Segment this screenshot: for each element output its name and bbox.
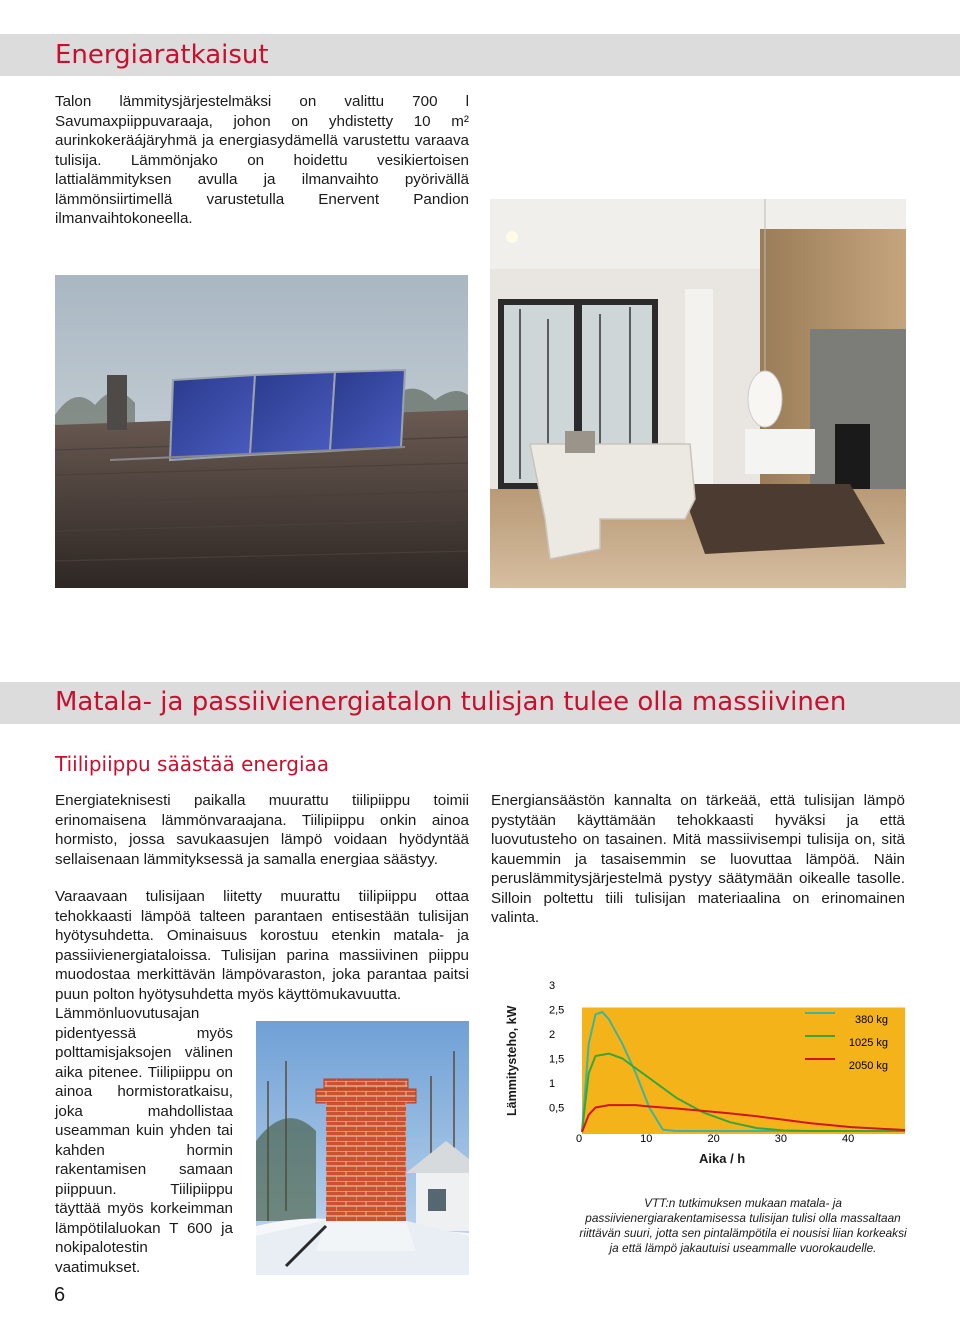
- solar-panel-roof-photo: [55, 275, 468, 588]
- section-title: Energiaratkaisut: [55, 40, 269, 70]
- chart-x-tick-label: 20: [707, 1133, 720, 1145]
- heat-output-chart-svg: [505, 975, 905, 1175]
- chart-x-tick-label: 10: [640, 1133, 653, 1145]
- brick-chimney-photo: [256, 1021, 469, 1275]
- chart-y-tick-label: 3: [549, 980, 556, 992]
- chart-y-tick-label: 1: [549, 1078, 556, 1090]
- chart-x-tick-label: 40: [842, 1133, 855, 1145]
- body-paragraph: Energiansäästön kannalta on tärkeää, että tulisijan lämpö pystytään käyttämään tehokkaasti hyväksi ja että luovutusteho on tasainen. Mitä massiivisempi tulisija on, sitä kauemmin ja tasaisemmin se luovuttaa lämpöä. Näin peruslämmitysjärjestelmä pystyy säätymään oikealle tasolle. Silloin poltettu tiili tulisijan materiaalina on erinomainen valinta.: [491, 792, 905, 926]
- body-paragraph: Lämmönluovutusajan pidentyessä myös polttamisjaksojen välinen aika pitenee. Tiilipiippu on ainoa hormistoratkaisu, joka mahdollistaa useamman kuin yhden tai kahden hormin rakentamisen samaan piippuun. Tiilipiippu täyttää myös korkeimman lämpötilaluokan T 600 ja nokipalotestin vaatimukset.: [55, 1005, 233, 1276]
- chart-legend-label: 2050 kg: [848, 1060, 888, 1072]
- chart-x-tick-label: 30: [774, 1133, 787, 1145]
- chart-y-tick-label: 1,5: [549, 1053, 565, 1066]
- chart-caption: VTT:n tutkimuksen mukaan matala- ja passiivienergiarakentamisessa tulisijan tulisi olla massaltaan riittävän suuri, jotta sen pintalämpötila ei nousisi liian korkeaksi ja että lämpö jakautuisi useammalle vuorokaudelle.: [579, 1196, 907, 1255]
- chart-legend-label: 380 kg: [854, 1014, 888, 1026]
- body-paragraph: Energiateknisesti paikalla muurattu tiilipiippu toimii erinomaisena lämmönvaraajana. Tiilipiippu onkin ainoa hormisto, jossa savukaasujen lämpö voidaan hyödyntää sellaisenaan lämmityksessä ja samalla energiaa säästyy.: [55, 792, 469, 868]
- chart-y-axis-label: Lämmitysteho, kW: [505, 1005, 519, 1116]
- chart-x-tick-label: 0: [575, 1133, 583, 1145]
- intro-paragraph: Talon lämmitysjärjestelmäksi on valittu 700 l Savumaxpiippuvaraaja, johon on yhdistetty 10 m² aurinkokeräájäryhmä ja energiasydämellä varustettu varaava tulisija. Lämmönjako on hoidettu vesikiertoisen lattialämmityksen avulla ja ilmanvaihto pyörivällä lämmönsiirtimellä varustetulla Enervent Pandion ilmanvaihtokoneella.: [55, 93, 469, 227]
- chart-x-axis-label: Aika / h: [699, 1151, 746, 1166]
- subheading: Tiilipiippu säästää energiaa: [55, 752, 330, 776]
- chart-y-tick-label: 0,5: [549, 1102, 565, 1115]
- section-title: Matala- ja passiivienergiatalon tulisjan tulee olla massiivinen: [55, 687, 847, 717]
- heat-output-chart: [505, 975, 905, 1175]
- body-paragraph: Varaavaan tulisijaan liitetty muurattu tiilipiippu ottaa tehokkaasti lämpöä talteen parantaen entisestään tulisijan hyötysuhdetta. Ominaisuus korostuu etenkin matala- ja passiivienergiataloissa. Tulisijan parina massiivinen piippu muodostaa merkittävän lämpövaraston, joka parantaa paitsi puun polton hyötysuhdetta myös käyttömukavuutta.: [55, 888, 469, 1003]
- living-room-fireplace-photo: [490, 199, 906, 588]
- chart-y-tick-label: 2,5: [549, 1004, 565, 1017]
- section-header-massiivinen: [0, 682, 960, 724]
- chart-y-tick-label: 2: [549, 1029, 556, 1041]
- section-header-energiaratkaisut: [0, 34, 960, 76]
- page-number: 6: [54, 1284, 66, 1306]
- chart-legend-label: 1025 kg: [848, 1037, 888, 1049]
